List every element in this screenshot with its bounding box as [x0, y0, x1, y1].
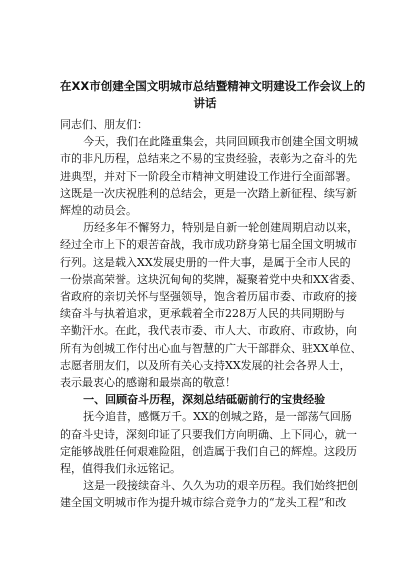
paragraph-line: 行列。这是载入XX发展史册的一件大事，是属于全市人民的	[60, 255, 351, 269]
paragraph-line: 抚今追昔，感慨万千。XX的创城之路，是一部荡气回肠	[83, 410, 352, 424]
paragraph-line: 一份崇高荣誉。这块沉甸甸的奖牌，凝聚着党中央和XX省委、	[60, 272, 362, 286]
paragraph-line: 表示最衷心的感谢和最崇高的敬意！	[60, 376, 236, 390]
paragraph-line: 的奋斗史诗，深刻印证了只要我们方向明确、上下同心，就一	[60, 427, 357, 441]
salutation: 同志们、朋友们：	[60, 118, 148, 131]
paragraph-line: 经过全市上下的艰苦奋战，我市成功跻身第七届全国文明城市	[60, 238, 357, 252]
paragraph-line: 今天，我们在此隆重集会，共同回顾我市创建全国文明城	[83, 135, 359, 149]
paragraph-line: 定能够战胜任何艰难险阻，创造属于我们自己的辉煌。这段历	[60, 444, 357, 458]
paragraph-line: 这是一段接续奋斗、久久为功的艰辛历程。我们始终把创	[83, 479, 359, 493]
paragraph-line: 辉煌的动员会。	[60, 204, 137, 218]
paragraph-line: 这既是一次庆祝胜利的总结会，更是一次踏上新征程、续写新	[60, 186, 357, 200]
title-line-1: 在XX市创建全国文明城市总结暨精神文明建设工作会议上的	[60, 79, 366, 93]
document-title	[60, 78, 366, 112]
paragraph-line: 所有为创城工作付出心血与智慧的广大干部群众、驻XX单位、	[60, 341, 362, 355]
paragraph-line: 建全国文明城市作为提升城市综合竞争力的“龙头工程”和改	[60, 496, 347, 510]
section-heading-1: 一、回顾奋斗历程，深刻总结砥砺前行的宝贵经验	[83, 393, 326, 407]
paragraph-line: 续奋斗与执着追求，更承载着全市228万人民的共同期盼与	[60, 307, 345, 321]
paragraph-line: 辛勤汗水。在此，我代表市委、市人大、市政府、市政协，向	[60, 324, 357, 338]
paragraph-3	[60, 408, 357, 477]
paragraph-2	[60, 219, 362, 391]
paragraph-1	[60, 133, 359, 219]
paragraph-line: 历经多年不懈努力，特别是自新一轮创建周期启动以来，	[83, 221, 359, 235]
paragraph-line: 市的非凡历程，总结来之不易的宝贵经验，表彰为之奋斗的先	[60, 152, 357, 166]
title-line-2: 讲话	[193, 96, 217, 110]
paragraph-line: 程，值得我们永远铭记。	[60, 462, 181, 476]
paragraph-4	[60, 477, 359, 511]
paragraph-line: 志愿者朋友们，以及所有关心支持XX发展的社会各界人士，	[60, 358, 351, 372]
paragraph-line: 省政府的亲切关怀与坚强领导，饱含着历届市委、市政府的接	[60, 290, 357, 304]
paragraph-line: 进典型，并对下一阶段全市精神文明建设工作进行全面部署。	[60, 169, 357, 183]
